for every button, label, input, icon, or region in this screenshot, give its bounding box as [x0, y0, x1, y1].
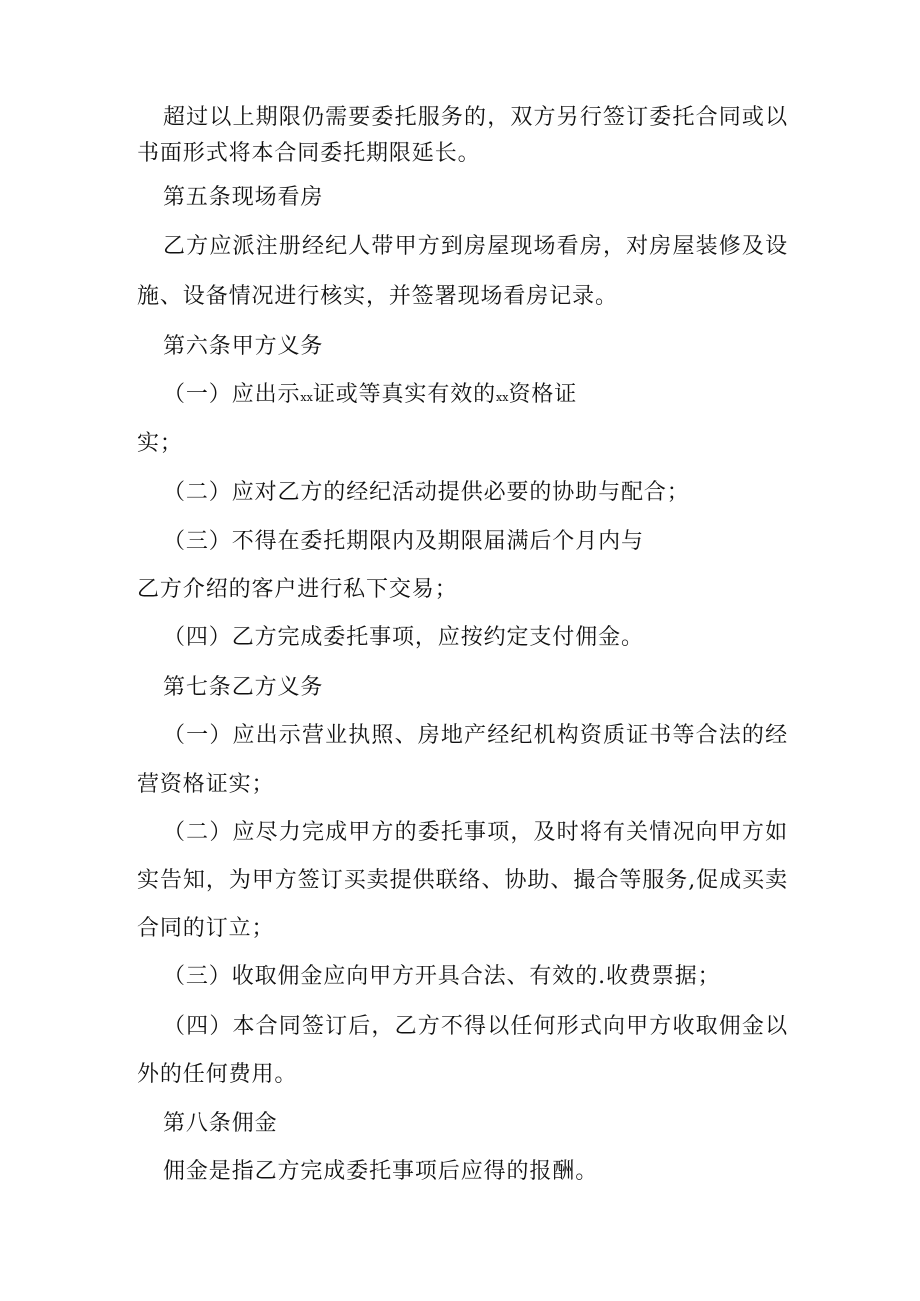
paragraph-line: 营资格证实； [137, 772, 275, 797]
paragraph-line: 超过以上期限仍需要委托服务的，双方另行签订委托合同或以 [163, 105, 788, 130]
paragraph-line [163, 380, 577, 413]
line-segment: 证或等真实有效的 [312, 382, 497, 407]
paragraph-line: （二）应对乙方的经纪活动提供必要的协助与配合； [163, 480, 690, 505]
paragraph-line: （四）本合同签订后，乙方不得以任何形式向甲方收取佣金以 [163, 1014, 788, 1039]
paragraph-line: 实告知，为甲方签订买卖提供联络、协助、撮合等服务,促成买卖 [137, 868, 788, 893]
line-segment: （一）应出示 [163, 382, 301, 407]
paragraph-line: （四）乙方完成委托事项，应按约定支付佣金。 [163, 625, 644, 650]
paragraph-line: 外的任何费用。 [137, 1062, 298, 1087]
paragraph-line: （一）应出示营业执照、房地产经纪机构资质证书等合法的经 [163, 723, 788, 748]
section-heading: 第七条乙方义务 [163, 675, 324, 700]
placeholder-mark: xx [300, 391, 313, 404]
paragraph-line: 乙方应派注册经纪人带甲方到房屋现场看房，对房屋装修及设 [163, 234, 788, 259]
paragraph-line: （三）收取佣金应向甲方开具合法、有效的.收费票据； [163, 964, 721, 989]
section-heading: 第八条佣金 [163, 1111, 278, 1136]
paragraph-line: 书面形式将本合同委托期限延长。 [137, 141, 481, 166]
section-heading: 第五条现场看房 [163, 185, 324, 210]
paragraph-line: （三）不得在委托期限内及期限届满后个月内与 [163, 529, 644, 554]
paragraph-line: 施、设备情况进行核实，并签署现场看房记录。 [137, 284, 618, 309]
paragraph-line: 合同的订立； [137, 916, 275, 941]
placeholder-mark: xx [496, 391, 509, 404]
paragraph-line: 实； [137, 431, 183, 456]
section-heading: 第六条甲方义务 [163, 334, 324, 359]
line-segment: 资格证 [508, 382, 578, 407]
paragraph-line: （二）应尽力完成甲方的委托事项，及时将有关情况向甲方如 [163, 820, 788, 845]
paragraph-line: 佣金是指乙方完成委托事项后应得的报酬。 [163, 1159, 599, 1184]
paragraph-line: 乙方介绍的客户进行私下交易； [137, 577, 458, 602]
